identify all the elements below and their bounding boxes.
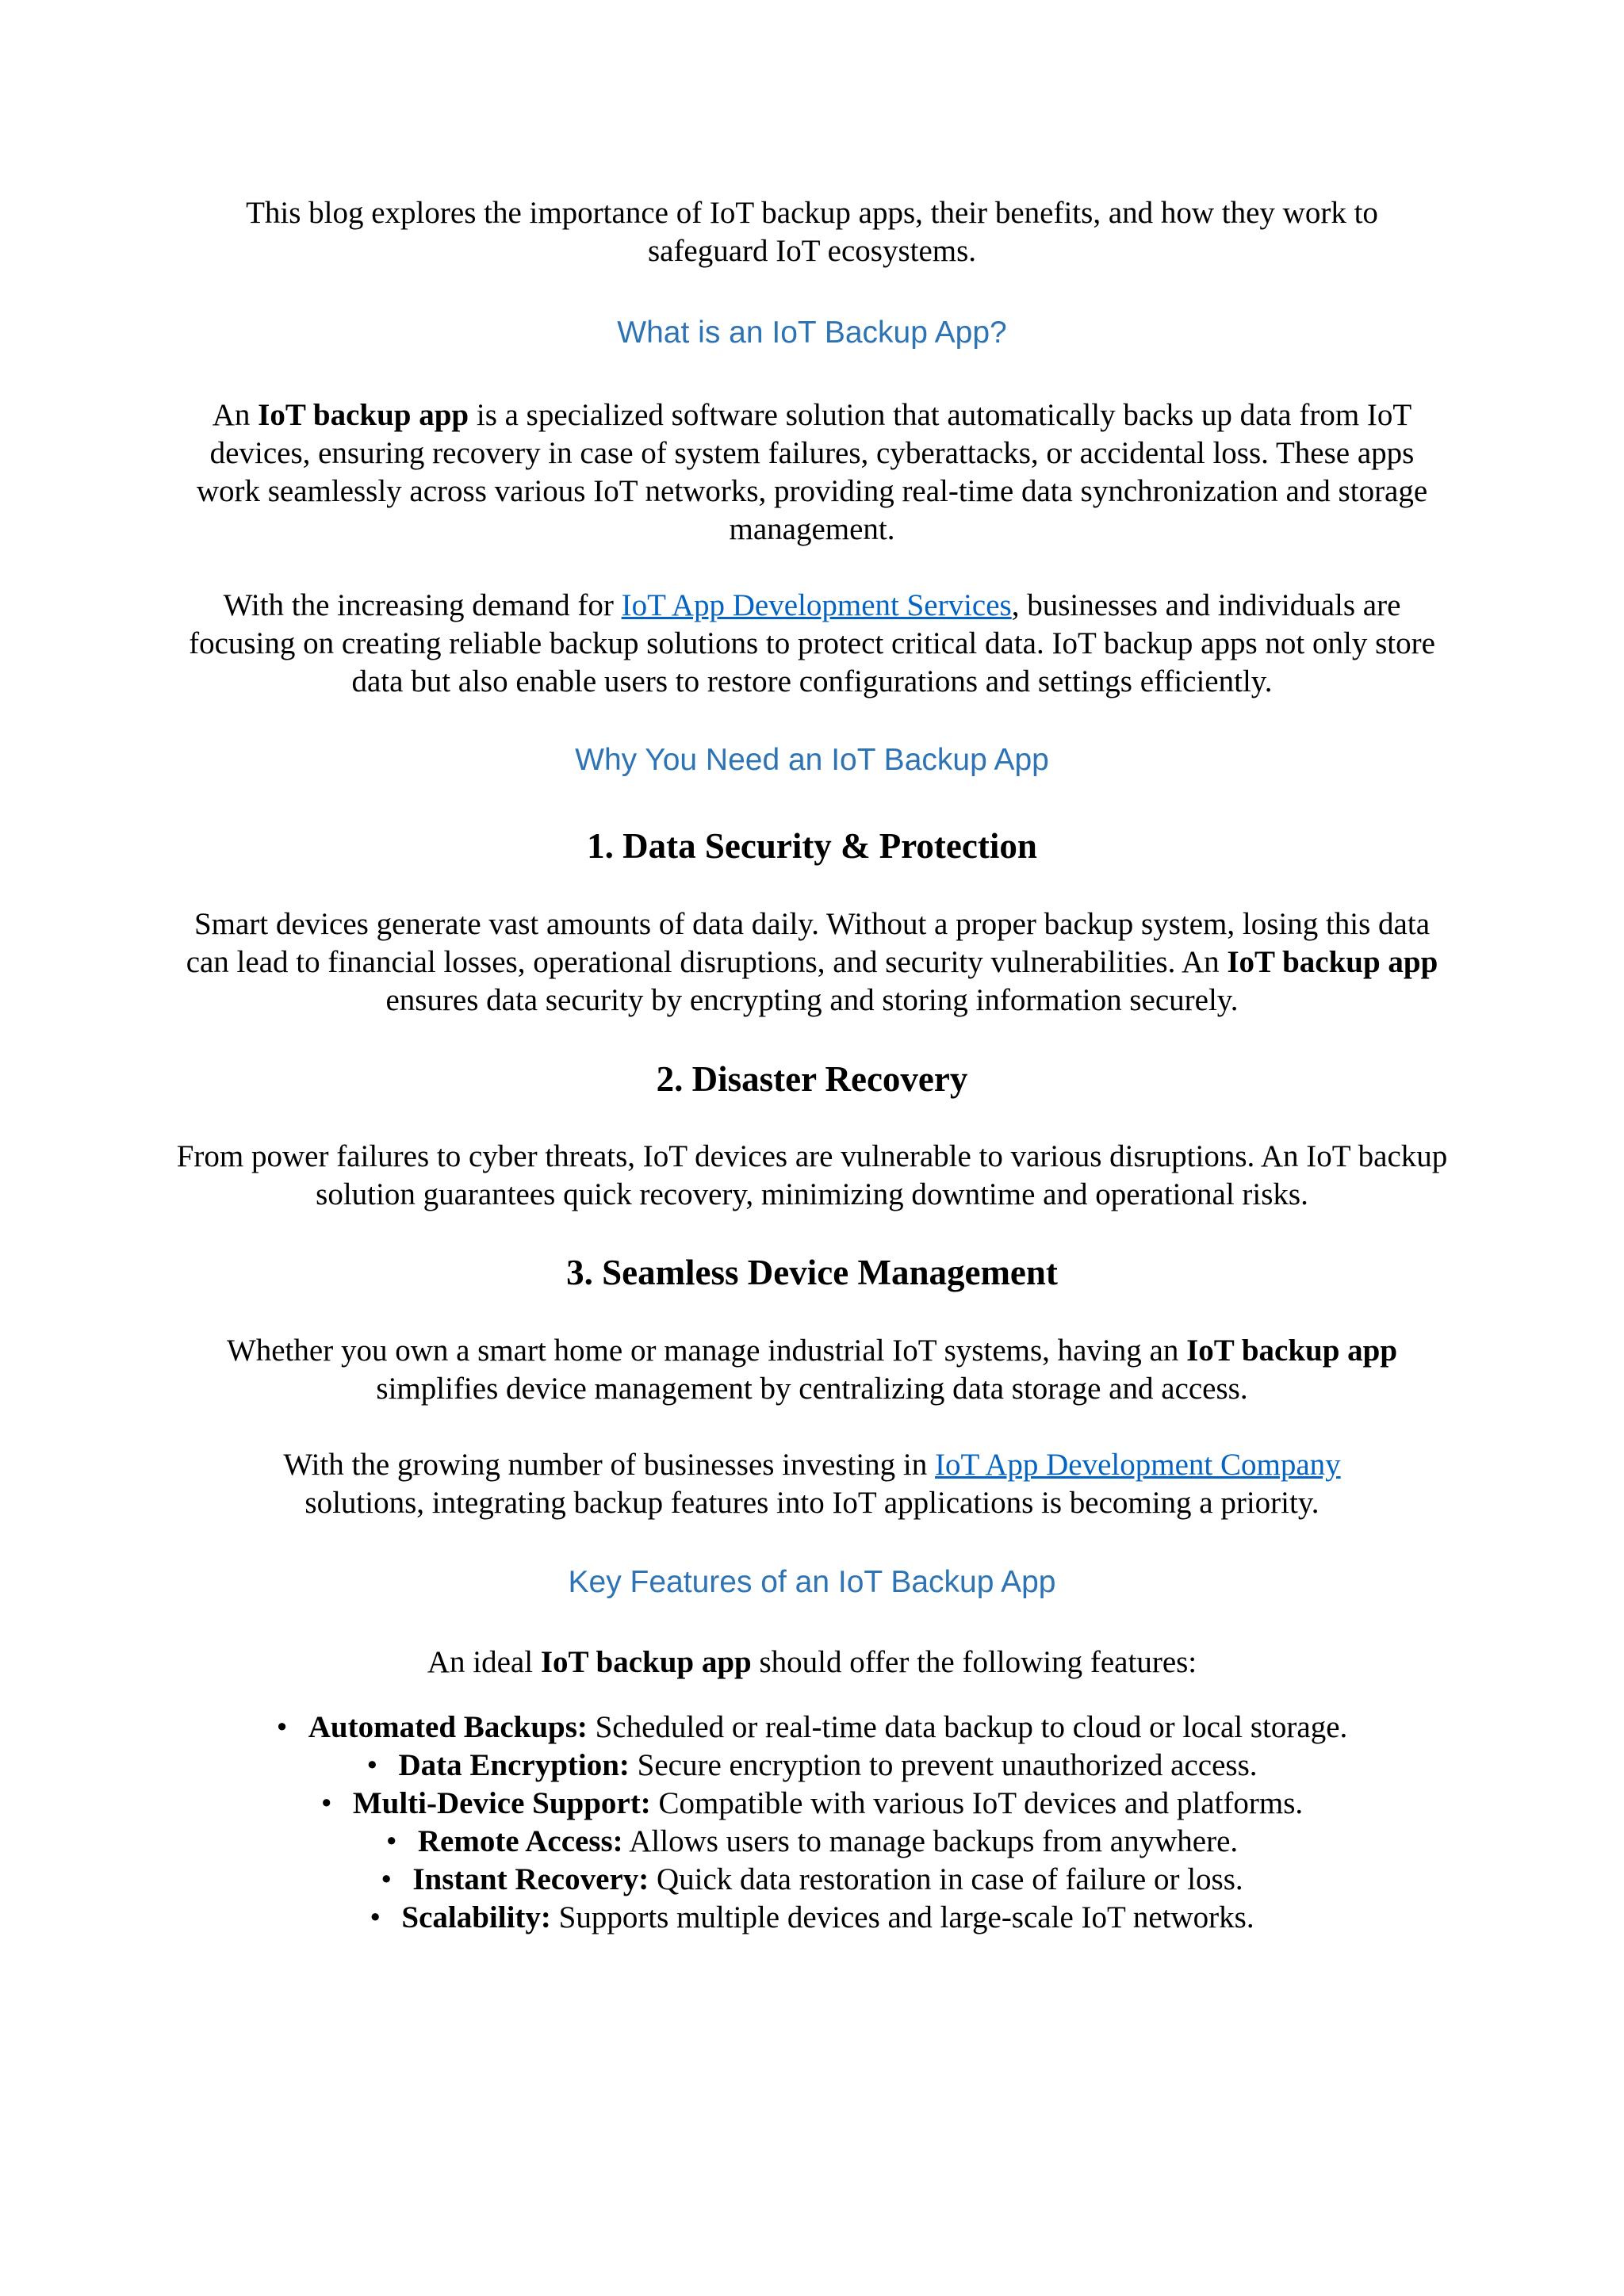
text-run: An ideal (427, 1645, 541, 1679)
feature-label: Data Encryption: (398, 1748, 630, 1782)
intro-paragraph: This blog explores the importance of IoT backup apps, their benefits, and how they work to safeguard IoT ecosystems. (246, 196, 1378, 268)
text-run: is a specialized software solution that automatically backs up data from IoT devices, ensuring recovery in case of system failures, cyberattacks, or accidental loss. These apps work seamlessly across various IoT networks, providing real-time data synchronization and storage management. (196, 398, 1428, 546)
feature-label: Multi-Device Support: (352, 1786, 651, 1820)
feature-label: Automated Backups: (308, 1710, 588, 1744)
paragraph-features-intro (174, 1644, 1450, 1682)
feature-text: Allows users to manage backups from anywhere. (622, 1824, 1239, 1858)
heading-key-features: Key Features of an IoT Backup App (568, 1565, 1056, 1599)
bullet-icon: • (385, 1824, 397, 1858)
heading-why-need: Why You Need an IoT Backup App (575, 743, 1049, 777)
feature-text: Compatible with various IoT devices and platforms. (650, 1786, 1304, 1820)
list-item (174, 1785, 1450, 1823)
list-item (174, 1747, 1450, 1785)
paragraph-device-management-2 (238, 1446, 1386, 1522)
list-item (174, 1823, 1450, 1861)
feature-text: Scheduled or real-time data backup to cloud or local storage. (587, 1710, 1348, 1744)
text-run: simplifies device management by centralizing data storage and access. (376, 1372, 1248, 1406)
feature-label: Remote Access: (417, 1824, 623, 1858)
bullet-icon: • (276, 1710, 288, 1744)
paragraph-device-management-1 (206, 1332, 1418, 1408)
feature-text: Supports multiple devices and large-scale IoT networks. (550, 1900, 1254, 1934)
heading-disaster-recovery: 2. Disaster Recovery (656, 1059, 968, 1099)
feature-label: Instant Recovery: (412, 1862, 649, 1896)
list-item (174, 1899, 1450, 1937)
bullet-icon: • (320, 1786, 332, 1820)
text-run: Smart devices generate vast amounts of data daily. Without a proper backup system, losing this data can lead to financial losses, operational disruptions, and security vulnerabilities. An (186, 907, 1431, 979)
text-run: An (212, 398, 259, 432)
heading-device-management: 3. Seamless Device Management (566, 1253, 1058, 1292)
bold-term: IoT backup app (1227, 945, 1438, 979)
text-run: With the increasing demand for (223, 588, 622, 622)
bold-term: IoT backup app (1186, 1334, 1398, 1368)
paragraph-disaster-recovery: From power failures to cyber threats, IoT devices are vulnerable to various disruptions. An IoT backup solution guarantees quick recovery, minimizing downtime and operational risks. (176, 1139, 1448, 1211)
list-item (174, 1861, 1450, 1899)
heading-what-is: What is an IoT Backup App? (617, 316, 1007, 350)
paragraph-what-is-1 (190, 396, 1434, 549)
text-run: ensures data security by encrypting and storing information securely. (385, 983, 1239, 1017)
bullet-icon: • (366, 1748, 378, 1782)
text-run: should offer the following features: (751, 1645, 1197, 1679)
bullet-icon: • (370, 1900, 381, 1934)
bold-term: IoT backup app (258, 398, 469, 432)
feature-text: Quick data restoration in case of failure or loss. (649, 1862, 1243, 1896)
text-run: , businesses and individuals are focusing on creating reliable backup solutions to protect critical data. IoT backup apps not only store data but also enable users to restore configurations and settings efficiently. (189, 588, 1435, 698)
features-list (174, 1709, 1450, 1937)
text-run: With the growing number of businesses investing in (283, 1448, 936, 1482)
text-run: Whether you own a smart home or manage industrial IoT systems, having an (226, 1334, 1187, 1368)
link-iot-app-development-company[interactable]: IoT App Development Company (935, 1448, 1341, 1482)
bullet-icon: • (381, 1862, 393, 1896)
feature-text: Secure encryption to prevent unauthorized access. (629, 1748, 1258, 1782)
bold-term: IoT backup app (540, 1645, 752, 1679)
link-iot-app-development-services[interactable]: IoT App Development Services (621, 588, 1012, 622)
paragraph-what-is-2 (174, 587, 1450, 701)
heading-data-security: 1. Data Security & Protection (587, 826, 1037, 866)
list-item (174, 1709, 1450, 1747)
paragraph-data-security (174, 905, 1450, 1020)
feature-label: Scalability: (401, 1900, 551, 1934)
text-run: solutions, integrating backup features into IoT applications is becoming a priority. (304, 1486, 1320, 1520)
